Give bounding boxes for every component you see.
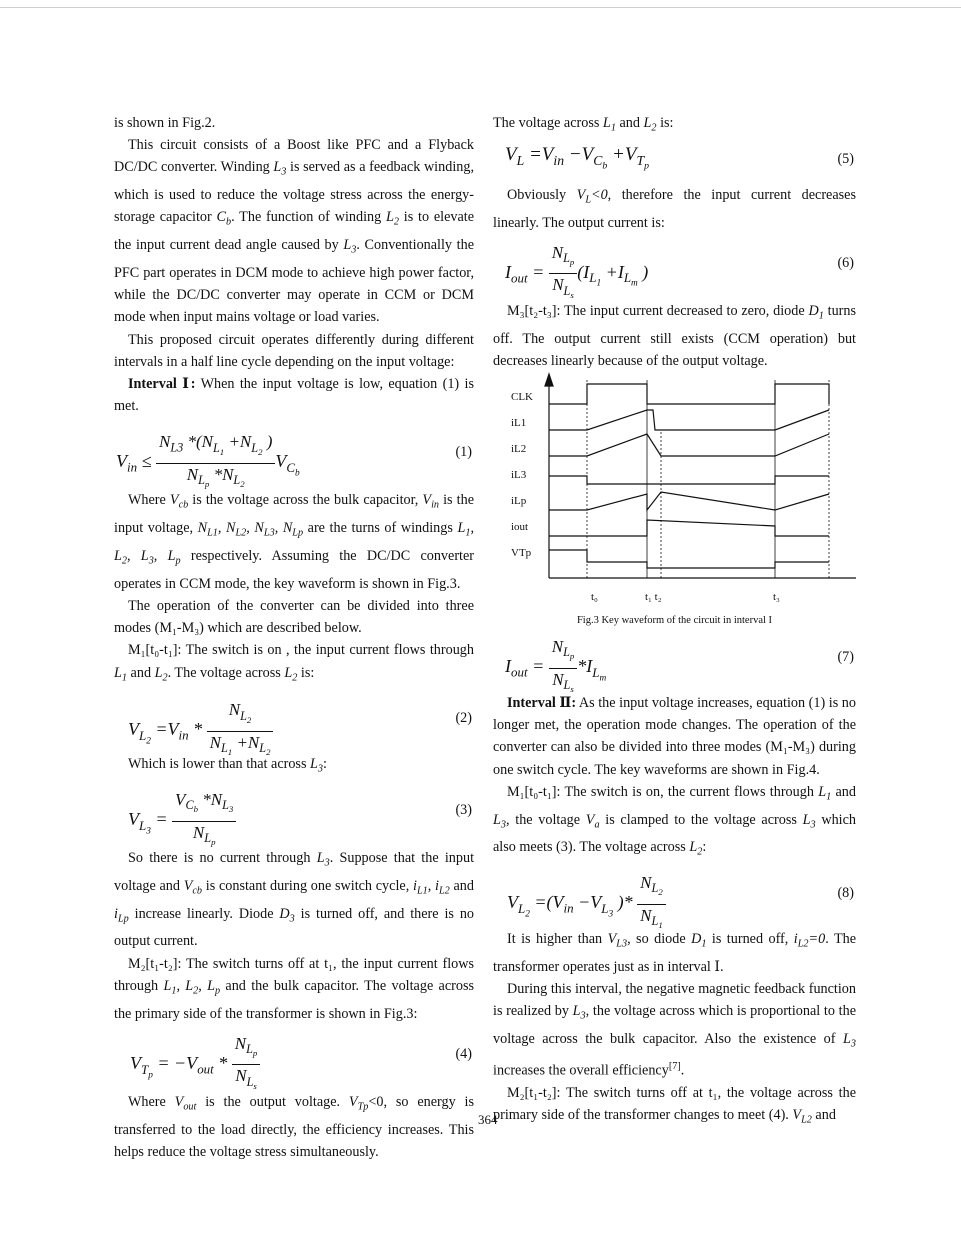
iout-label: iout (511, 520, 529, 533)
equation-8: $V_{L_2} =(V_{in} -V_{L_3}$ )* $\frac{N_{L_2}}{N_{L_1}}$ (8) (507, 873, 854, 931)
il3-wave (549, 476, 829, 484)
figure-3-waveform (493, 372, 856, 630)
t3-label: t₃ (773, 590, 780, 603)
top-rule (0, 7, 961, 8)
il1-label: iL1 (511, 416, 527, 429)
clk-wave (549, 384, 829, 404)
y-axis-arrow (545, 374, 553, 386)
t0-label: t₀ (591, 590, 598, 603)
il2-wave (549, 434, 829, 456)
right-column (493, 112, 856, 1132)
ilp-label: iLp (511, 494, 527, 507)
page-number: 364 (478, 1112, 498, 1127)
paragraph: This proposed circuit operates differently during different intervals in a half line cycle depending on the input voltage: (114, 331, 474, 370)
paragraph: Where $V_{cb}$ is the voltage across the bulk capacitor, $V_{in}$ is the input voltage, $N_{L1}$, $N_{L2}$, $N_{L3}$, $N_{Lp}$ are the turns of windings $L_1$, $L_2$, $L_3$, $L_p$ respectively. Assuming the DC/DC converter operates in CCM mode, the key waveform is shown in Fig.3. (114, 492, 475, 592)
t1-t2-label: t₁ t₂ (645, 590, 662, 603)
left-column (114, 112, 474, 1163)
ilp-wave (549, 492, 829, 510)
paragraph: is shown in Fig.2. (114, 115, 216, 131)
il2-label: iL2 (511, 442, 527, 455)
paragraph: So there is no current through $L_3$. Suppose that the input voltage and $V_{cb}$ is constant during one switch cycle, $i_{L1}$, $i_{L2}$ and $i_{Lp}$ increase linearly. Diode $D_3$ is turned off, and there is no output current. (114, 850, 475, 950)
paragraph: Interval Ⅱ: As the input voltage increases, equation (1) is no longer met, the operation mode changes. The operation of the converter can also be divided into three modes (M₁-M₃) during one switch cycle. The key waveforms are shown in Fig.4. (493, 694, 856, 778)
paragraph: M₂[t₁-t₂]: The switch turns off at t₁, the voltage across the primary side of the transformer changes to meet (4). $V_{L2}$ and (493, 1084, 856, 1126)
paragraph: M₁[t₀-t₁]: The switch is on , the input current flows through $L_1$ and $L_2$. The voltage across $L_2$ is: (114, 642, 474, 684)
equation-1: $V_{in}$ ≤ $\frac{N_{L3} *(N_{L_1} +N_{L_2} )}{N_{L_p} *N_{L_2}}$ $V_{C_b}$ (1) (116, 432, 472, 490)
paragraph: Where $V_{out}$ is the output voltage. $V_{Tp}<0$, so energy is transferred to the load directly, the efficiency increases. This helps reduce the voltage stress simultaneously. (114, 1093, 474, 1160)
paragraph: The operation of the converter can be divided into three modes (M₁-M₃) which are described below. (114, 597, 474, 637)
paragraph: The voltage across $L_1$ and $L_2$ is: (493, 115, 674, 134)
waveform-diagram (493, 372, 856, 614)
paragraph: This circuit consists of a Boost like PFC and a Flyback DC/DC converter. Winding $L_3$ is served as a feedback winding, which is used to reduce the voltage stress across the energy-storage capacitor $C_b$. The function of winding $L_2$ is to elevate the input current dead angle caused by $L_3$. Conventionally the PFC part operates in DCM mode to achieve high power factor, while the DC/DC converter may operate in CCM or DCM mode when input mains voltage or load varies. (114, 137, 475, 326)
vtp-wave (549, 550, 829, 568)
paragraph: It is higher than $V_{L3}$, so diode $D_1$ is turned off, $i_{L2}=0$. The transformer operates just as in interval Ⅰ. (493, 931, 856, 975)
equation-2: $V_{L_2} =V_{in}$ * $\frac{N_{L_2}}{N_{L_1} +N_{L_2}}$ (2) (128, 700, 472, 758)
equation-6: $I_{out}$ = $\frac{N_{L_p}}{N_{L_s}}$ ($I_{L_1} +I_{L_m}$ ) (6) (505, 242, 854, 300)
figure-caption: Fig.3 Key waveform of the circuit in interval I (576, 614, 773, 626)
equation-7: $I_{out}$ = $\frac{N_{L_p}}{N_{L_s}}$ $*I_{L_m}$ (7) (505, 636, 854, 694)
paragraph: During this interval, the negative magnetic feedback function is realized by $L_3$, the voltage across which is proportional to the voltage across the bulk capacitor. Also the existence of $L_3$ increases the overall efficiency[7]. (493, 981, 857, 1079)
paragraph: M₁[t₀-t₁]: The switch is on, the current flows through $L_1$ and $L_3$, the voltage $V_a$ is clamped to the voltage across $L_3$ which also meets (3). The voltage across $L_2$: (493, 783, 856, 858)
paragraph: M₂[t₁-t₂]: The switch turns off at t₁, the input current flows through $L_1$, $L_2$, $L_p$ and the bulk capacitor. The voltage across the primary side of the transformer is shown in Fig.3: (114, 955, 474, 1022)
vtp-label: VTp (511, 546, 532, 559)
equation-5: $V_L =V_{in} -V_{C_b} +V_{T_p}$ (5) (505, 143, 854, 171)
paragraph: Obviously $V_L<0$, therefore the input current decreases linearly. The output current is: (493, 186, 856, 231)
il3-label: iL3 (511, 468, 527, 481)
paragraph: Which is lower than that across $L_3$: (128, 756, 327, 775)
paragraph: Interval Ⅰ: When the input voltage is low, equation (1) is met. (114, 375, 474, 415)
il1-wave (549, 410, 829, 430)
equation-3: $V_{L_3}$ = $\frac{V_{C_b} *N_{L_3}}{N_{L_p}}$ (3) (128, 790, 472, 848)
clk-label: CLK (511, 390, 533, 403)
equation-4: $V_{T_p} = -V_{out}$ * $\frac{N_{L_p}}{N_{L_s}}$ (4) (130, 1033, 472, 1091)
iout-wave (549, 520, 829, 536)
paragraph: M₃[t₂-t₃]: The input current decreased to zero, diode $D_1$ turns off. The output current still exists (CCM operation) but decreases linearly because of the output voltage. (493, 302, 857, 369)
